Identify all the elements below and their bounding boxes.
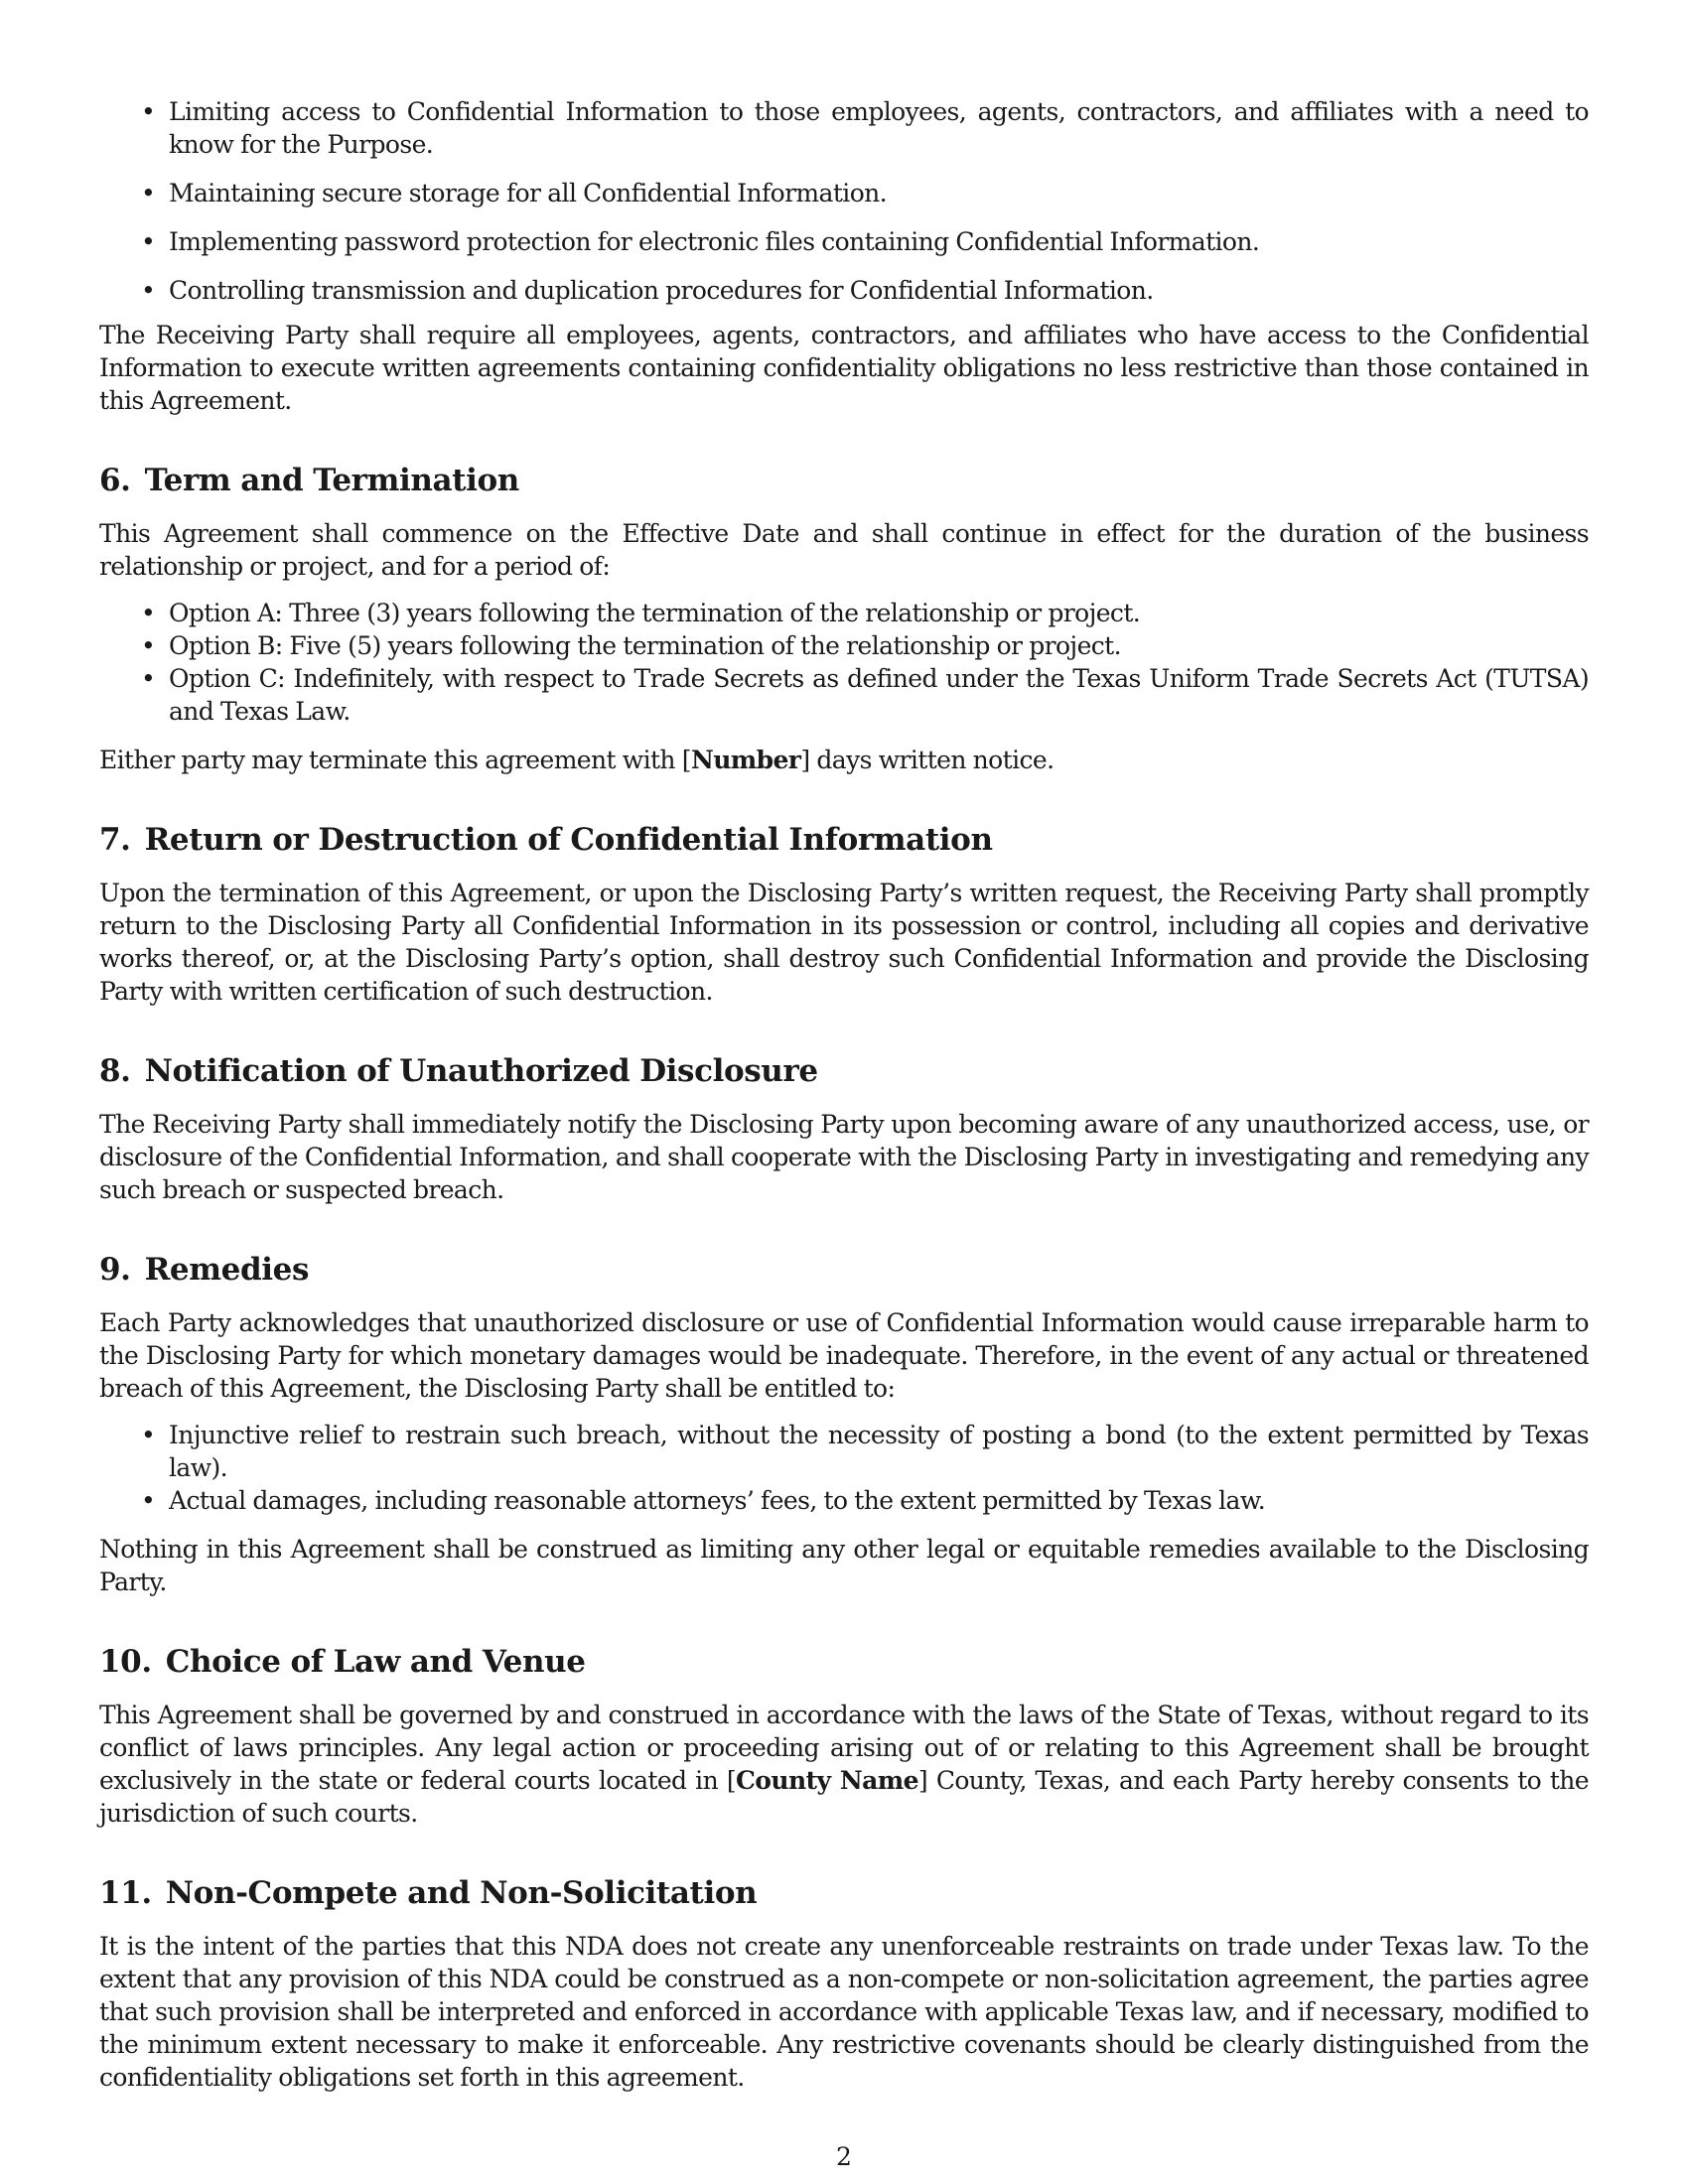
paragraph: This Agreement shall commence on the Effective Date and shall continue in effect for the duration of the business relationship or project, and for a period of:: [99, 519, 1589, 581]
placeholder-county-name: County Name: [736, 1766, 918, 1795]
bullet-icon: •: [141, 631, 156, 660]
document-page: [99, 95, 1589, 2094]
remedies-list: [99, 1419, 1589, 1517]
list-item: • Maintaining secure storage for all Confidential Information.: [141, 179, 887, 207]
bullet-icon: •: [141, 1421, 156, 1449]
bullet-icon: •: [141, 97, 156, 126]
section-heading: 11. Non-Compete and Non-Solicitation: [99, 1875, 758, 1911]
placeholder-number: Number: [690, 746, 801, 774]
paragraph: It is the intent of the parties that this NDA does not create any unenforceable restraints on trade under Texas law. To the extent that any provision of this NDA could be construed as a non-compete or non-solicitation agreement, the parties agree that such provision shall be interpreted and enforced in accordance with applicable Texas law, and if necessary, modified to the minimum extent necessary to make it enforceable. Any restrictive covenants should be clearly distinguished from the confidentiality obligations set forth in this agreement.: [99, 1932, 1589, 2092]
bullet-icon: •: [141, 179, 156, 207]
section-heading: 8. Notification of Unauthorized Disclosure: [99, 1053, 818, 1089]
section-heading: 6. Term and Termination: [99, 463, 519, 498]
bullet-icon: •: [141, 664, 156, 693]
paragraph: Nothing in this Agreement shall be construed as limiting any other legal or equitable remedies available to the Disclosing Party.: [99, 1535, 1589, 1596]
list-item: • Injunctive relief to restrain such breach, without the necessity of posting a bond (to the extent permitted by Texas law).: [141, 1421, 1589, 1482]
paragraph: This Agreement shall be governed by and construed in accordance with the laws of the State of Texas, without regard to its conflict of laws principles. Any legal action or proceeding arising out of or relating to this Agreement shall be brought exclusively in the state or federal courts located in [County Name] County, Texas, and each Party hereby consents to the jurisdiction of such courts.: [99, 1701, 1590, 1828]
section-heading: 7. Return or Destruction of Confidential Information: [99, 822, 993, 858]
list-item: • Actual damages, including reasonable attorneys’ fees, to the extent permitted by Texas law.: [141, 1486, 1266, 1515]
paragraph: Each Party acknowledges that unauthorized disclosure or use of Confidential Information would cause irreparable harm to the Disclosing Party for which monetary damages would be inadequate. Therefore, in the event of any actual or threatened breach of this Agreement, the Disclosing Party shall be entitled to:: [99, 1308, 1589, 1403]
paragraph: Upon the termination of this Agreement, or upon the Disclosing Party’s written request, the Receiving Party shall promptly return to the Disclosing Party all Confidential Information in its possession or control, including all copies and derivative works thereof, or, at the Disclosing Party’s option, shall destroy such Confidential Information and provide the Disclosing Party with written certification of such destruction.: [99, 879, 1589, 1006]
term-options-list: [99, 597, 1589, 728]
bullet-icon: •: [141, 1486, 156, 1515]
paragraph: The Receiving Party shall require all employees, agents, contractors, and affiliates who have access to the Confidential Information to execute written agreements containing confidentiality obligations no less restrictive than those contained in this Agreement.: [99, 321, 1589, 415]
bullet-icon: •: [141, 276, 156, 305]
list-item: • Option A: Three (3) years following the termination of the relationship or project.: [141, 599, 1141, 627]
security-measures-list: [99, 95, 1589, 307]
page-number: 2: [836, 2142, 852, 2171]
list-item: • Implementing password protection for electronic files containing Confidential Information.: [141, 227, 1260, 256]
list-item: • Controlling transmission and duplication procedures for Confidential Information.: [141, 276, 1154, 305]
bullet-icon: •: [141, 599, 156, 627]
paragraph: The Receiving Party shall immediately notify the Disclosing Party upon becoming aware of any unauthorized access, use, or disclosure of the Confidential Information, and shall cooperate with the Disclosing Party in investigating and remedying any such breach or suspected breach.: [99, 1110, 1589, 1204]
termination-notice: Either party may terminate this agreement with [Number] days written notice.: [99, 746, 1055, 774]
list-item: • Option B: Five (5) years following the termination of the relationship or project.: [141, 631, 1121, 660]
bullet-icon: •: [141, 227, 156, 256]
list-item: • Option C: Indefinitely, with respect to Trade Secrets as defined under the Texas Uniform Trade Secrets Act (TUTSA) and Texas Law.: [141, 664, 1589, 726]
section-heading: 9. Remedies: [99, 1252, 310, 1288]
list-item: • Limiting access to Confidential Information to those employees, agents, contractors, and affiliates with a need to know for the Purpose.: [141, 97, 1589, 159]
section-heading: 10. Choice of Law and Venue: [99, 1644, 586, 1680]
